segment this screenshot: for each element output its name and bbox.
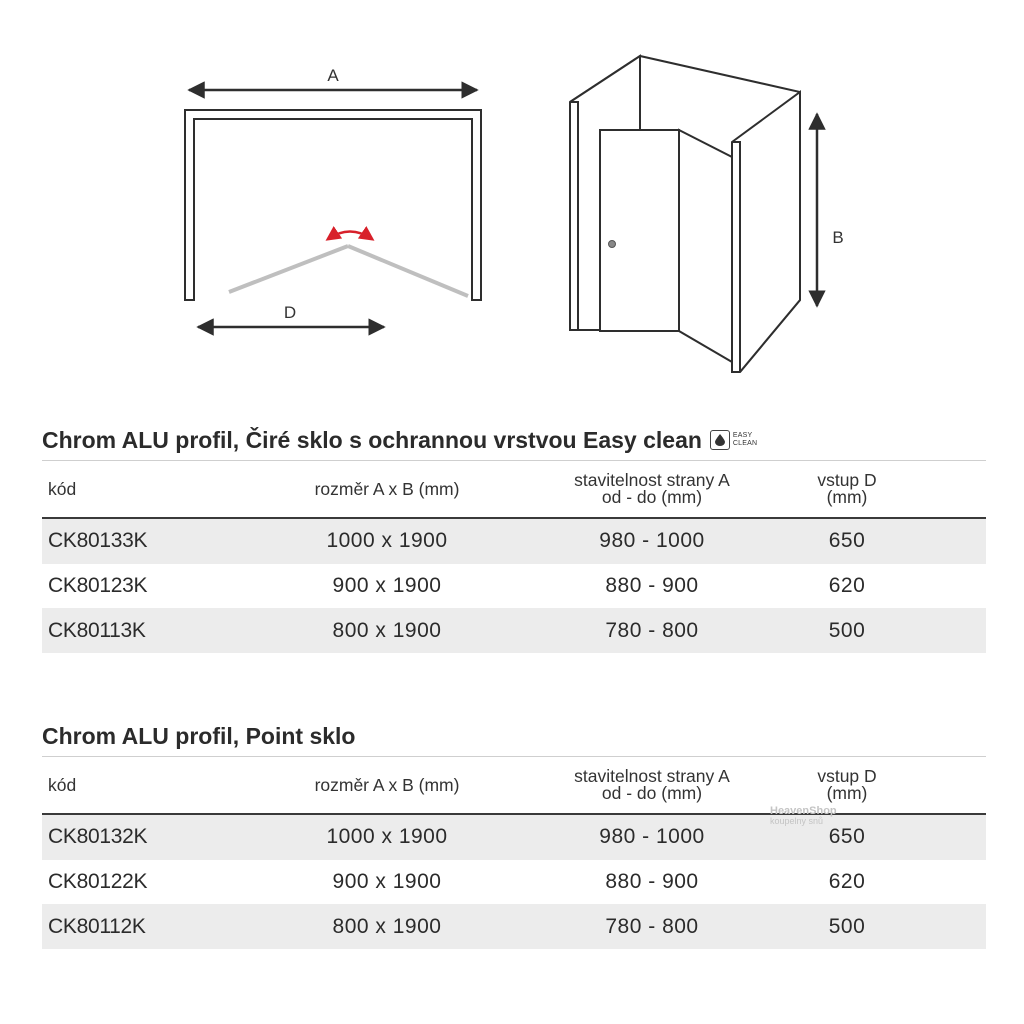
cell-entry-d: 500 bbox=[828, 914, 866, 938]
cell-kod: CK80122K bbox=[48, 870, 148, 894]
table-row bbox=[42, 608, 986, 653]
table-section-point-glass bbox=[42, 716, 986, 949]
watermark-brand: HeavenShop bbox=[770, 805, 837, 817]
header-size: rozměr A x B (mm) bbox=[314, 774, 460, 795]
cell-entry-d: 650 bbox=[828, 529, 866, 553]
cell-adjustability: 980 - 1000 bbox=[599, 825, 705, 849]
swing-arrow-icon bbox=[328, 232, 372, 240]
header-entry-d: vstup D (mm) bbox=[817, 766, 877, 803]
section-title bbox=[42, 420, 986, 460]
header-adjustability: stavitelnost strany A od - do (mm) bbox=[574, 470, 730, 507]
cell-kod: CK80113K bbox=[48, 618, 146, 642]
section-title-text: Chrom ALU profil, Čiré sklo s ochrannou vrstvou Easy clean bbox=[42, 427, 702, 453]
section-title-text: Chrom ALU profil, Point sklo bbox=[42, 723, 356, 749]
cell-adjustability: 880 - 900 bbox=[605, 574, 699, 598]
table-section-easy-clean bbox=[42, 420, 986, 653]
table-row bbox=[42, 904, 986, 949]
technical-drawings bbox=[0, 0, 1024, 400]
door-panel-right bbox=[348, 246, 468, 296]
cell-adjustability: 780 - 800 bbox=[605, 618, 699, 642]
cell-adjustability: 780 - 800 bbox=[605, 914, 699, 938]
header-size: rozměr A x B (mm) bbox=[314, 478, 460, 499]
easy-clean-label: EASY CLEAN bbox=[732, 432, 758, 447]
header-kod: kód bbox=[48, 478, 77, 499]
cell-size: 1000 x 1900 bbox=[326, 825, 448, 849]
cell-entry-d: 620 bbox=[828, 574, 866, 598]
dimension-b-label: B bbox=[832, 228, 844, 247]
dimension-d-label: D bbox=[283, 303, 297, 322]
cell-size: 900 x 1900 bbox=[332, 870, 442, 894]
watermark-tagline: koupelny snů bbox=[770, 816, 824, 826]
table-row bbox=[42, 519, 986, 564]
cell-kod: CK80132K bbox=[48, 825, 148, 849]
section-title bbox=[42, 716, 986, 756]
cell-kod: CK80123K bbox=[48, 574, 148, 598]
cell-entry-d: 620 bbox=[828, 870, 866, 894]
cell-kod: CK80133K bbox=[48, 529, 148, 553]
table-row bbox=[42, 564, 986, 609]
cell-size: 1000 x 1900 bbox=[326, 529, 448, 553]
cell-kod: CK80112K bbox=[48, 914, 146, 938]
cell-entry-d: 500 bbox=[828, 618, 866, 642]
cell-size: 800 x 1900 bbox=[332, 618, 442, 642]
table-header-row bbox=[42, 461, 986, 519]
table-row bbox=[42, 815, 986, 860]
watermark bbox=[770, 806, 837, 826]
door-panel-fixed bbox=[600, 130, 679, 331]
cell-size: 800 x 1900 bbox=[332, 914, 442, 938]
cell-entry-d: 650 bbox=[828, 825, 866, 849]
dimension-a-label: A bbox=[327, 66, 339, 85]
table-row bbox=[42, 860, 986, 905]
floor-plan-diagram bbox=[185, 66, 481, 327]
water-drop-icon bbox=[710, 430, 730, 450]
door-panel-left bbox=[229, 246, 348, 292]
header-adjustability: stavitelnost strany A od - do (mm) bbox=[574, 766, 730, 803]
easy-clean-badge bbox=[710, 430, 757, 450]
header-kod: kód bbox=[48, 774, 77, 795]
cell-size: 900 x 1900 bbox=[332, 574, 442, 598]
door-panel-folding bbox=[679, 130, 732, 362]
header-entry-d: vstup D (mm) bbox=[817, 470, 877, 507]
cell-adjustability: 880 - 900 bbox=[605, 870, 699, 894]
enclosure-frame bbox=[185, 110, 481, 300]
cell-adjustability: 980 - 1000 bbox=[599, 529, 705, 553]
perspective-diagram bbox=[570, 56, 800, 372]
door-handle-icon bbox=[609, 241, 616, 248]
table-header-row bbox=[42, 757, 986, 815]
